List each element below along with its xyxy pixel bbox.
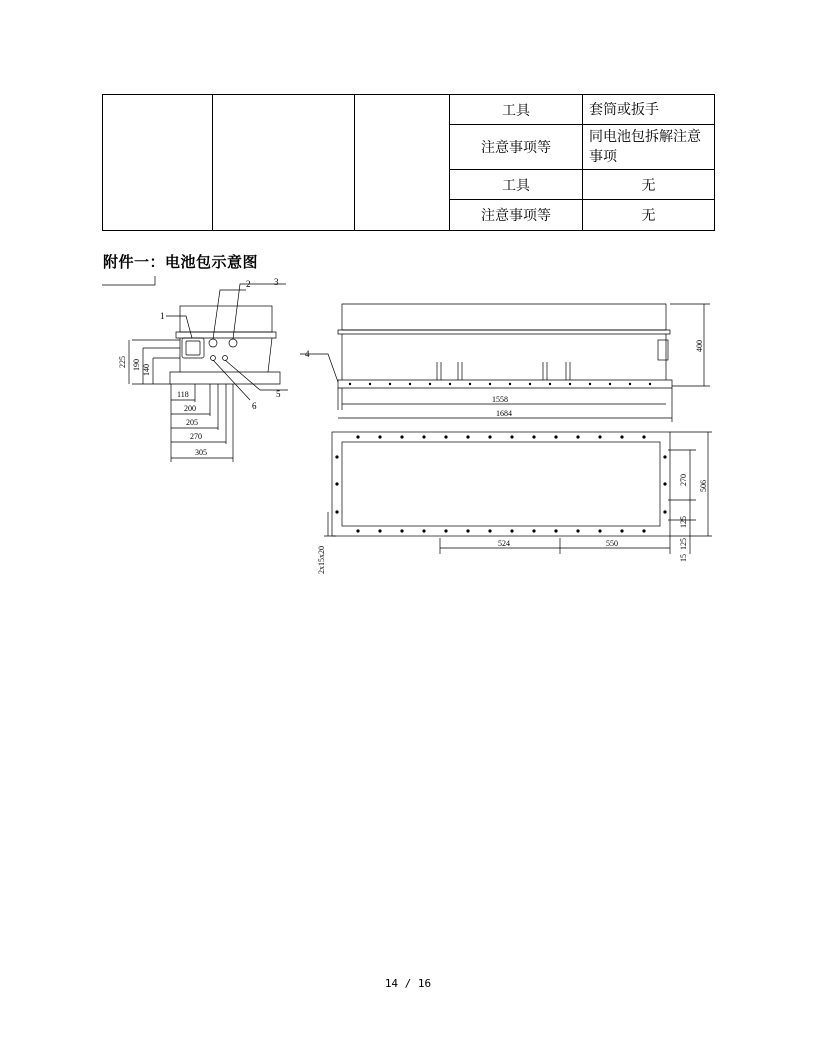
dim-125-b: 125 xyxy=(679,538,688,550)
empty-cell-3 xyxy=(355,95,450,231)
side-view-top-frame xyxy=(180,306,272,332)
dim-270: 270 xyxy=(190,432,202,441)
dim-1684: 1684 xyxy=(496,409,512,418)
dim-hole-spec: 2x15x20 xyxy=(317,546,326,574)
tools-table xyxy=(102,94,715,231)
row-value: 无 xyxy=(583,170,715,200)
top-view-inner xyxy=(342,442,660,526)
dim-140: 140 xyxy=(142,364,151,376)
callout-2: 2 xyxy=(246,279,251,289)
empty-cell-1 xyxy=(103,95,213,231)
row-label: 注意事项等 xyxy=(450,125,583,170)
row-label: 工具 xyxy=(450,170,583,200)
attachment-heading: 附件一：电池包示意图 xyxy=(103,253,259,271)
row-value: 无 xyxy=(583,200,715,231)
connector-2 xyxy=(209,339,217,347)
top-view-holes xyxy=(335,435,666,532)
callout-5: 5 xyxy=(276,389,281,399)
dim-15: 15 xyxy=(679,554,688,562)
connector-3 xyxy=(229,339,237,347)
title-mark xyxy=(102,276,155,285)
dim-270-top: 270 xyxy=(679,474,688,486)
callout-6: 6 xyxy=(252,401,257,411)
dim-524: 524 xyxy=(498,539,510,548)
row-label: 注意事项等 xyxy=(450,200,583,231)
battery-pack-drawing xyxy=(100,272,720,582)
dim-205: 205 xyxy=(186,418,198,427)
empty-cell-2 xyxy=(213,95,355,231)
dim-400: 400 xyxy=(695,340,704,352)
row-value: 同电池包拆解注意事项 xyxy=(583,125,715,170)
row-label: 工具 xyxy=(450,95,583,125)
top-view xyxy=(324,432,712,554)
front-view-holes xyxy=(349,383,651,385)
front-view xyxy=(300,304,710,422)
dim-200: 200 xyxy=(184,404,196,413)
dim-190: 190 xyxy=(132,359,141,371)
dim-125-a: 125 xyxy=(679,516,688,528)
dim-550: 550 xyxy=(606,539,618,548)
top-view-outer xyxy=(332,432,670,536)
dim-225: 225 xyxy=(118,356,127,368)
side-view xyxy=(129,284,288,462)
callout-3: 3 xyxy=(274,277,279,287)
dim-1558: 1558 xyxy=(492,395,508,404)
dim-506: 506 xyxy=(699,480,708,492)
page-number: 14 / 16 xyxy=(384,977,432,990)
row-value: 套筒或扳手 xyxy=(583,95,715,125)
callout-4: 4 xyxy=(305,349,310,359)
dim-118: 118 xyxy=(177,390,189,399)
callout-1: 1 xyxy=(160,311,165,321)
dim-305: 305 xyxy=(195,448,207,457)
front-view-base xyxy=(338,380,672,388)
side-view-base xyxy=(170,372,280,384)
front-view-top xyxy=(342,304,666,330)
